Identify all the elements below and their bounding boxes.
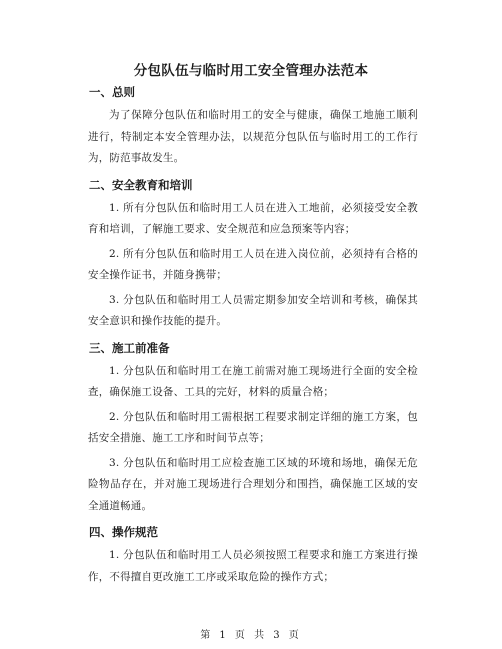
section-heading: 三、施工前准备 (89, 340, 170, 355)
section-heading: 四、操作规范 (89, 525, 158, 539)
paragraph: 3. 分包队伍和临时用工人员需定期参加安全培训和考核，确保其安全意识和操作技能的提升。 (88, 293, 418, 327)
paragraph: 2. 所有分包队伍和临时用工人员在进入岗位前，必须持有合格的安全操作证书，并随身携带； (88, 247, 418, 281)
section-heading: 二、安全教育和培训 (89, 177, 193, 192)
paragraph: 1. 分包队伍和临时用工人员必须按照工程要求和施工方案进行操作，不得擅自更改施工工序或采取危险的操作方式； (88, 549, 418, 583)
paragraph: 3. 分包队伍和临时用工应检查施工区域的环境和场地，确保无危险物品存在，并对施工现场进行合理划分和围挡，确保施工区域的安全通道畅通。 (88, 456, 418, 512)
paragraph: 为了保障分包队伍和临时用工的安全与健康，确保工地施工顺利进行，特制定本安全管理办法，以规范分包队伍与临时用工的工作行为，防范事故发生。 (88, 109, 418, 164)
section-heading: 一、总则 (89, 85, 135, 99)
paragraph: 1. 所有分包队伍和临时用工人员在进入工地前，必须接受安全教育和培训，了解施工要求、安全规范和应急预案等内容； (88, 201, 418, 235)
document-body (88, 80, 418, 591)
paragraph: 1. 分包队伍和临时用工在施工前需对施工现场进行全面的安全检查，确保施工设备、工具的完好，材料的质量合格； (88, 364, 418, 398)
document-title: 分包队伍与临时用工安全管理办法范本 (133, 63, 369, 79)
page-footer: 第 1 页 共 3 页 (200, 630, 302, 641)
paragraph: 2. 分包队伍和临时用工需根据工程要求制定详细的施工方案，包括安全措施、施工工序和时间节点等； (88, 410, 418, 444)
